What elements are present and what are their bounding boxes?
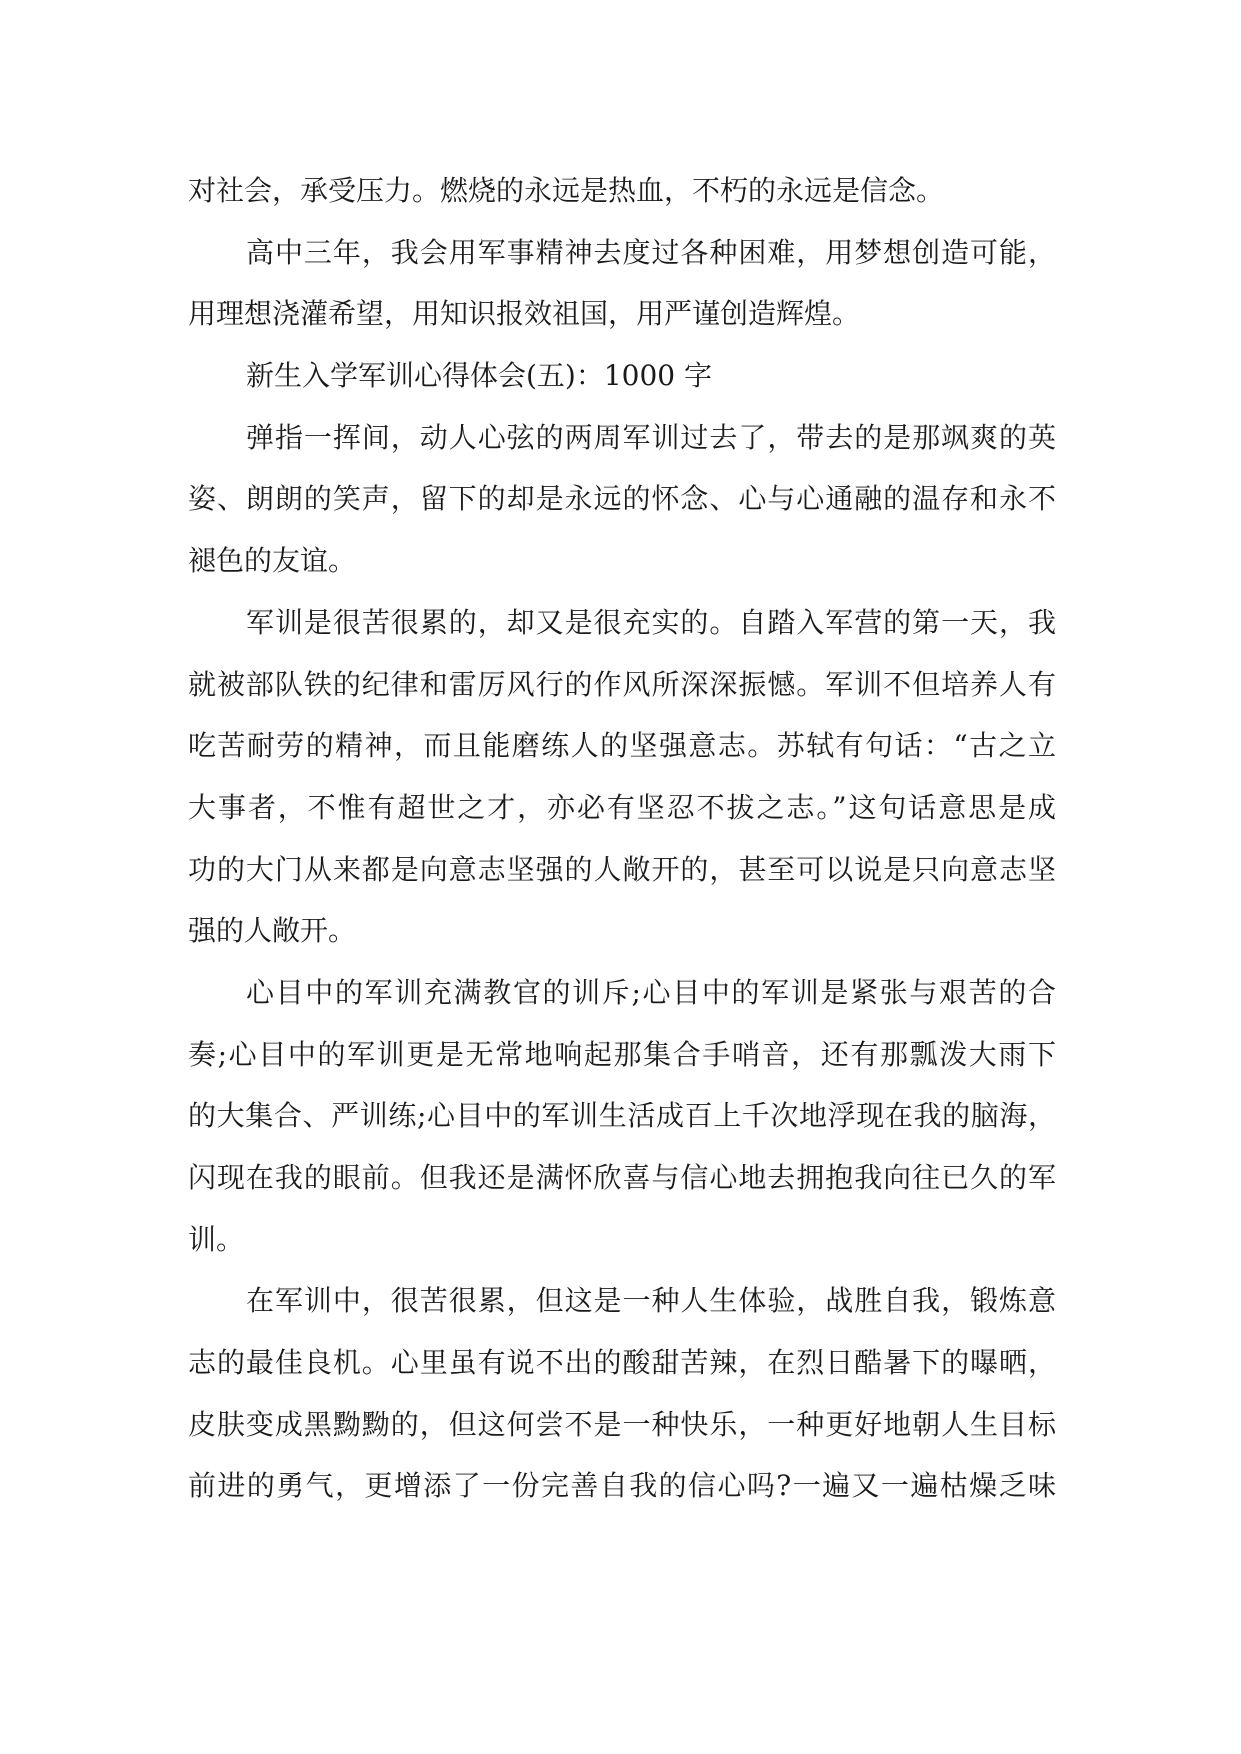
text-line: 的大集合、严训练;心目中的军训生活成百上千次地浮现在我的脑海， (188, 1099, 1056, 1133)
text-line: 在军训中，很苦很累，但这是一种人生体验，战胜自我，锻炼意 (246, 1284, 1056, 1318)
text-line: 用理想浇灌希望，用知识报效祖国，用严谨创造辉煌。 (188, 297, 861, 331)
text-line: 训。 (188, 1222, 245, 1256)
text-line: 志的最佳良机。心里虽有说不出的酸甜苦辣，在烈日酷暑下的曝晒， (188, 1346, 1056, 1380)
text-line: 前进的勇气，更增添了一份完善自我的信心吗?一遍又一遍枯燥乏味 (188, 1469, 1056, 1503)
text-line: 大事者，不惟有超世之才，亦必有坚忍不拔之志。”这句话意思是成 (188, 790, 1056, 824)
text-line: 高中三年，我会用军事精神去度过各种困难，用梦想创造可能， (246, 235, 1056, 269)
text-line: 强的人敞开。 (188, 914, 357, 948)
text-line: 皮肤变成黑黝黝的，但这何尝不是一种快乐，一种更好地朝人生目标 (188, 1407, 1056, 1441)
text-line: 吃苦耐劳的精神，而且能磨练人的坚强意志。苏轼有句话：“古之立 (188, 729, 1056, 763)
text-line: 弹指一挥间，动人心弦的两周军训过去了，带去的是那飒爽的英 (246, 420, 1056, 454)
text-line: 就被部队铁的纪律和雷厉风行的作风所深深振憾。军训不但培养人有 (188, 667, 1056, 701)
text-line: 对社会，承受压力。燃烧的永远是热血，不朽的永远是信念。 (188, 174, 945, 207)
text-line: 姿、朗朗的笑声，留下的却是永远的怀念、心与心通融的温存和永不 (188, 482, 1056, 516)
text-line: 心目中的军训充满教官的训斥;心目中的军训是紧张与艰苦的合 (246, 975, 1056, 1009)
section-heading: 新生入学军训心得体会(五)：1000 字 (246, 359, 713, 393)
text-line: 奏;心目中的军训更是无常地响起那集合手哨音，还有那瓢泼大雨下 (188, 1037, 1056, 1071)
text-line: 褪色的友谊。 (188, 544, 357, 578)
text-line: 功的大门从来都是向意志坚强的人敞开的，甚至可以说是只向意志坚 (188, 852, 1056, 886)
body-text (188, 160, 1056, 1517)
text-line: 闪现在我的眼前。但我还是满怀欣喜与信心地去拥抱我向往已久的军 (188, 1161, 1056, 1194)
text-line: 军训是很苦很累的，却又是很充实的。自踏入军营的第一天，我 (246, 605, 1056, 639)
